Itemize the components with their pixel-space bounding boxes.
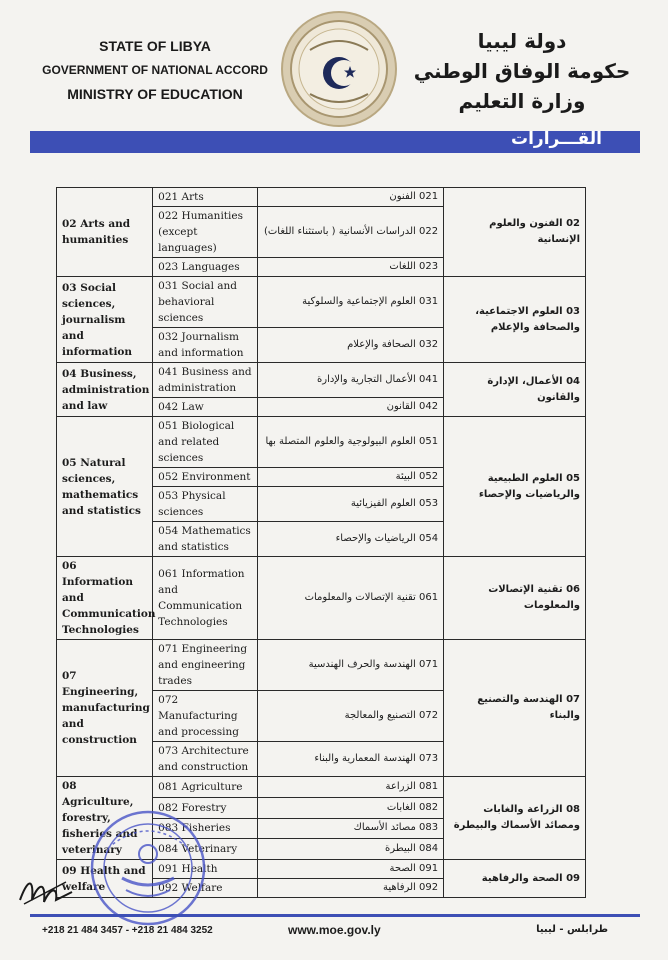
- subfield-ar: 083 مصائد الأسماك: [257, 818, 443, 839]
- signature: [16, 870, 76, 912]
- group-ar: 04 الأعمال، الإدارة والقانون: [444, 363, 586, 417]
- subfield-en: 084 Veterinary: [153, 839, 258, 860]
- subfield-ar: 041 الأعمال التجارية والإدارة: [257, 363, 443, 398]
- subfield-en: 052 Environment: [153, 468, 258, 487]
- subfield-ar: 023 اللغات: [257, 258, 443, 277]
- table-row: [57, 277, 586, 328]
- subfield-en: 073 Architecture and construction: [153, 742, 258, 777]
- header-government-en: GOVERNMENT OF NATIONAL ACCORD: [42, 63, 268, 77]
- header-arabic: [412, 26, 632, 116]
- header-ministry-en: MINISTRY OF EDUCATION: [67, 86, 243, 102]
- decisions-title-bar: [30, 131, 640, 153]
- footer: [30, 922, 640, 942]
- decisions-title: القـــرارات: [511, 129, 602, 149]
- subfield-en: 083 Fisheries: [153, 818, 258, 839]
- subfield-ar: 073 الهندسة المعمارية والبناء: [257, 742, 443, 777]
- subfield-en: 082 Forestry: [153, 797, 258, 818]
- subfield-en: 051 Biological and related sciences: [153, 417, 258, 468]
- table-row: [57, 777, 586, 798]
- subfield-en: 081 Agriculture: [153, 777, 258, 798]
- group-ar: 02 الفنون والعلوم الإنسانية: [444, 188, 586, 277]
- subfield-en: 061 Information and Communication Technologies: [153, 557, 258, 640]
- group-en: 05 Natural sciences, mathematics and statistics: [57, 417, 153, 557]
- header-government-ar: حكومة الوفاق الوطني: [413, 59, 631, 83]
- header-state-en: STATE OF LIBYA: [99, 38, 211, 54]
- subfield-en: 041 Business and administration: [153, 363, 258, 398]
- subfield-ar: 052 البيئة: [257, 468, 443, 487]
- subfield-en: 071 Engineering and engineering trades: [153, 640, 258, 691]
- subfield-ar: 082 الغابات: [257, 797, 443, 818]
- subfield-ar: 054 الرياضيات والإحصاء: [257, 522, 443, 557]
- subfield-en: 022 Humanities (except languages): [153, 207, 258, 258]
- subfield-ar: 071 الهندسة والحرف الهندسية: [257, 640, 443, 691]
- subfield-ar: 061 تقنية الإتصالات والمعلومات: [257, 557, 443, 640]
- table-row: [57, 557, 586, 640]
- group-en: 06 Information and Communication Technologies: [57, 557, 153, 640]
- group-ar: 08 الزراعة والغابات ومصائد الأسماك والبيطرة: [444, 777, 586, 860]
- footer-phone: +218 21 484 3457 - +218 21 484 3252: [42, 925, 213, 936]
- group-en: 07 Engineering, manufacturing and construction: [57, 640, 153, 777]
- subfield-en: 032 Journalism and information: [153, 328, 258, 363]
- official-stamp: [88, 808, 208, 928]
- subfield-ar: 051 العلوم البيولوجية والعلوم المتصلة بها: [257, 417, 443, 468]
- subfield-en: 031 Social and behavioral sciences: [153, 277, 258, 328]
- group-en: 02 Arts and humanities: [57, 188, 153, 277]
- subfield-en: 091 Health: [153, 860, 258, 879]
- table-row: [57, 363, 586, 398]
- subfield-en: 072 Manufacturing and processing: [153, 691, 258, 742]
- field-codes-body: [57, 188, 586, 898]
- footer-city: طرابلس - ليبيا: [536, 924, 608, 935]
- subfield-en: 021 Arts: [153, 188, 258, 207]
- subfield-ar: 021 الفنون: [257, 188, 443, 207]
- header-english: [30, 38, 280, 102]
- subfield-ar: 092 الرفاهية: [257, 879, 443, 898]
- header-ministry-ar: وزارة التعليم: [458, 89, 586, 113]
- group-en: 08 Agriculture, forestry, fisheries and veterinary: [57, 777, 153, 860]
- header-state-ar: دولة ليبيا: [477, 29, 567, 53]
- footer-website: www.moe.gov.ly: [288, 923, 381, 937]
- subfield-ar: 072 التصنيع والمعالجة: [257, 691, 443, 742]
- group-ar: 09 الصحة والرفاهية: [444, 860, 586, 898]
- state-seal-logo: [280, 10, 398, 128]
- subfield-ar: 053 العلوم الفيزيائية: [257, 487, 443, 522]
- group-ar: 05 العلوم الطبيعية والرياضيات والإحصاء: [444, 417, 586, 557]
- group-en: 09 Health and welfare: [57, 860, 153, 898]
- subfield-en: 042 Law: [153, 398, 258, 417]
- subfield-en: 053 Physical sciences: [153, 487, 258, 522]
- group-ar: 07 الهندسة والتصنيع والبناء: [444, 640, 586, 777]
- subfield-ar: 031 العلوم الإجتماعية والسلوكية: [257, 277, 443, 328]
- field-codes-table: [56, 187, 586, 898]
- subfield-en: 054 Mathematics and statistics: [153, 522, 258, 557]
- subfield-ar: 022 الدراسات الأنسانية ( باستثناء اللغات): [257, 207, 443, 258]
- subfield-en: 023 Languages: [153, 258, 258, 277]
- table-row: [57, 417, 586, 468]
- table-row: [57, 188, 586, 207]
- group-en: 04 Business, administration and law: [57, 363, 153, 417]
- group-ar: 03 العلوم الاجتماعية، والصحافة والإعلام: [444, 277, 586, 363]
- footer-divider: [30, 914, 640, 917]
- subfield-ar: 081 الزراعة: [257, 777, 443, 798]
- group-en: 03 Social sciences, journalism and information: [57, 277, 153, 363]
- table-row: [57, 640, 586, 691]
- subfield-ar: 032 الصحافة والإعلام: [257, 328, 443, 363]
- subfield-ar: 042 القانون: [257, 398, 443, 417]
- subfield-en: 092 Welfare: [153, 879, 258, 898]
- group-ar: 06 تقنية الإتصالات والمعلومات: [444, 557, 586, 640]
- subfield-ar: 091 الصحة: [257, 860, 443, 879]
- subfield-ar: 084 البيطرة: [257, 839, 443, 860]
